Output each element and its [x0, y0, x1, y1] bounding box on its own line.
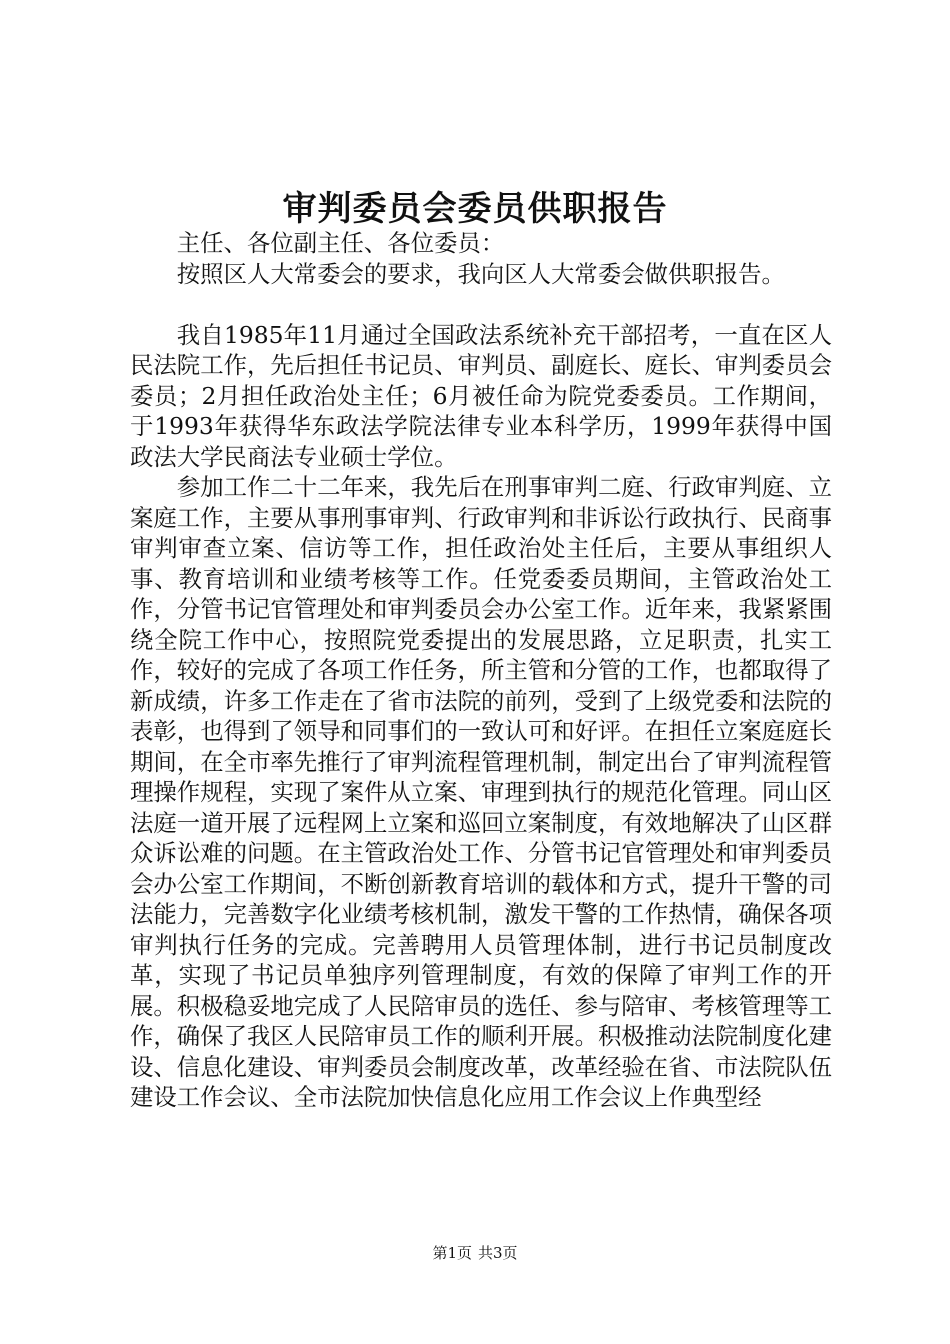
page-number: 第1页: [432, 1244, 472, 1262]
paragraph-background: 我自1985年11月通过全国政法系统补充干部招考，一直在区人民法院工作，先后担任书记员、审判员、副庭长、庭长、审判委员会委员；2月担任政治处主任；6月被任命为院党委委员。工作期间，于1993年获得华东政法学院法律专业本科学历，1999年获得中国政法大学民商法专业硕士学位。: [130, 320, 832, 471]
document-title: 审判委员会委员供职报告: [282, 189, 668, 229]
paragraph-work-experience: 参加工作二十二年来，我先后在刑事审判二庭、行政审判庭、立案庭工作，主要从事刑事审判、行政审判和非诉讼行政执行、民商事审判审查立案、信访等工作，担任政治处主任后，主要从事组织人事、教育培训和业绩考核等工作。任党委委员期间，主管政治处工作，分管书记官管理处和审判委员会办公室工作。近年来，我紧紧围绕全院工作中心，按照院党委提出的发展思路，立足职责，扎实工作，较好的完成了各项工作任务，所主管和分管的工作，也都取得了新成绩，许多工作走在了省市法院的前列，受到了上级党委和法院的表彰，也得到了领导和同事们的一致认可和好评。在担任立案庭庭长期间，在全市率先推行了审判流程管理机制，制定出台了审判流程管理操作规程，实现了案件从立案、审理到执行的规范化管理。同山区法庭一道开展了远程网上立案和巡回立案制度，有效地解决了山区群众诉讼难的问题。在主管政治处工作、分管书记官管理处和审判委员会办公室工作期间，不断创新教育培训的载体和方式，提升干警的司法能力，完善数字化业绩考核机制，激发干警的工作热情，确保各项审判执行任务的完成。完善聘用人员管理体制，进行书记员制度改革，实现了书记员单独序列管理制度，有效的保障了审判工作的开展。积极稳妥地完成了人民陪审员的选任、参与陪审、考核管理等工作，确保了我区人民陪审员工作的顺利开展。积极推动法院制度化建设、信息化建设、审判委员会制度改革，改革经验在省、市法院队伍建设工作会议、全市法院加快信息化应用工作会议上作典型经: [130, 473, 832, 1111]
intro-paragraph: 按照区人大常委会的要求，我向区人大常委会做供职报告。: [176, 259, 785, 288]
page-total: 共3页: [478, 1244, 518, 1262]
page-footer: [0, 1243, 950, 1263]
salutation: 主任、各位副主任、各位委员：: [176, 229, 505, 257]
document-body: [130, 228, 832, 1113]
